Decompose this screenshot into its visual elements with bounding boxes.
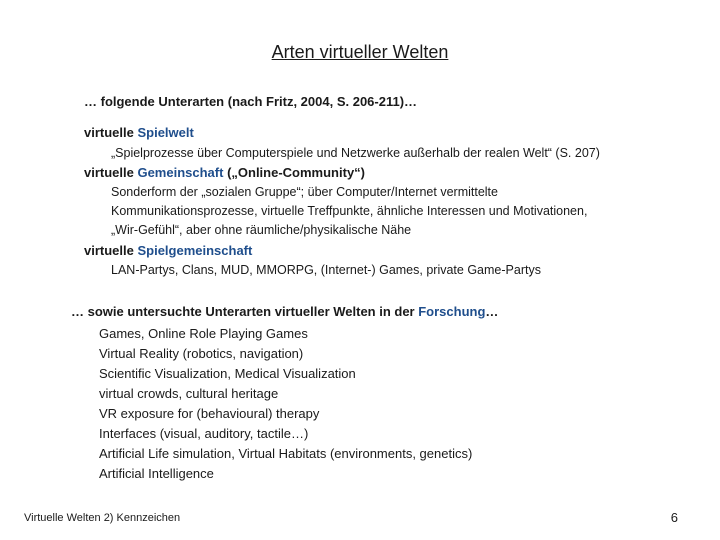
item-prefix: virtuelle	[84, 125, 138, 140]
list-item: virtual crowds, cultural heritage	[99, 386, 279, 401]
item-description: Kommunikationsprozesse, virtuelle Treffpunkte, ähnliche Interessen und Motivationen,	[111, 204, 588, 218]
research-prefix: … sowie untersuchte Unterarten virtueller Welten in der	[71, 304, 419, 319]
list-item: Scientific Visualization, Medical Visualization	[99, 366, 356, 381]
item-heading-spielgemeinschaft	[84, 243, 252, 258]
list-item: Virtual Reality (robotics, navigation)	[99, 346, 304, 361]
list-item: VR exposure for (behavioural) therapy	[99, 406, 320, 421]
item-heading-spielwelt	[84, 125, 194, 140]
slide-title: Arten virtueller Welten	[271, 42, 449, 62]
item-description: „Wir-Gefühl“, aber ohne räumliche/physikalische Nähe	[111, 223, 412, 237]
item-heading-gemeinschaft	[84, 165, 365, 180]
item-term: Gemeinschaft	[137, 165, 224, 180]
list-item: Interfaces (visual, auditory, tactile…)	[99, 426, 309, 441]
list-item: Artificial Intelligence	[99, 466, 214, 481]
item-description: „Spielprozesse über Computerspiele und Netzwerke außerhalb der realen Welt“ (S. 207)	[111, 146, 600, 160]
research-suffix: …	[485, 304, 499, 319]
item-suffix: („Online-Community“)	[223, 165, 365, 180]
item-term: Spielgemeinschaft	[137, 243, 253, 258]
item-term: Spielwelt	[137, 125, 194, 140]
item-prefix: virtuelle	[84, 165, 138, 180]
intro-line: … folgende Unterarten (nach Fritz, 2004, S. 206-211)…	[84, 94, 418, 109]
list-item: Artificial Life simulation, Virtual Habitats (environments, genetics)	[99, 446, 473, 461]
research-heading	[71, 304, 498, 319]
list-item: Games, Online Role Playing Games	[99, 326, 308, 341]
item-description: Sonderform der „sozialen Gruppe“; über Computer/Internet vermittelte	[111, 185, 498, 199]
item-description: LAN-Partys, Clans, MUD, MMORPG, (Internet-) Games, private Game-Partys	[111, 263, 541, 277]
research-list	[99, 326, 472, 486]
page-number: 6	[670, 510, 678, 525]
item-prefix: virtuelle	[84, 243, 138, 258]
footer-text: Virtuelle Welten 2) Kennzeichen	[24, 512, 181, 524]
research-term: Forschung	[418, 304, 486, 319]
